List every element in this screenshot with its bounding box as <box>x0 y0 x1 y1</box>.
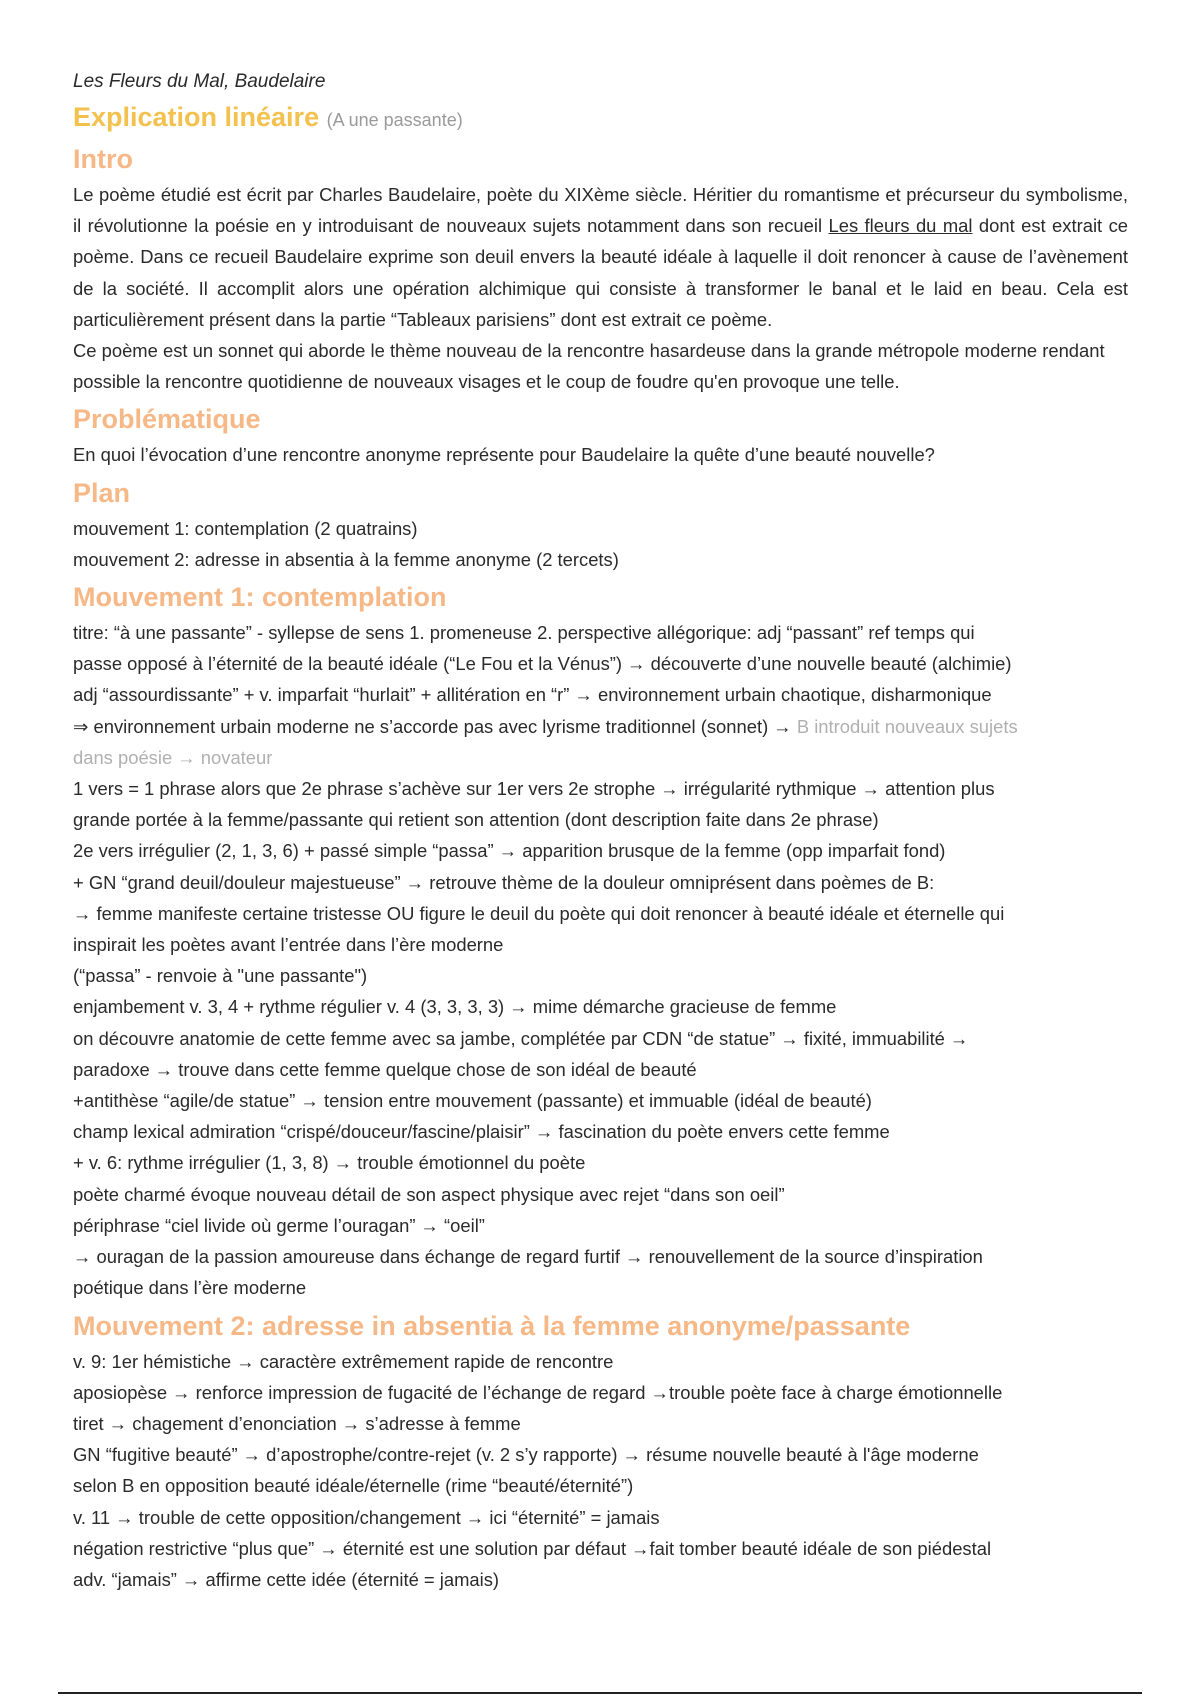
m2-line: v. 9: 1er hémistiche → caractère extrêmement rapide de rencontre <box>73 1350 614 1372</box>
m1-line: → femme manifeste certaine tristesse OU figure le deuil du poète qui doit renoncer à beauté idéale et éternelle qui <box>73 902 1005 924</box>
m2-line: adv. “jamais” → affirme cette idée (éternité = jamais) <box>73 1568 500 1590</box>
m1-line: passe opposé à l’éternité de la beauté idéale (“Le Fou et la Vénus”) → découverte d’une nouvelle beauté (alchimie) <box>73 653 1012 675</box>
m1-line: poétique dans l’ère moderne <box>73 1277 307 1299</box>
plan-item: mouvement 2: adresse in absentia à la femme anonyme (2 tercets) <box>73 548 619 570</box>
m1-line: 2e vers irrégulier (2, 1, 3, 6) + passé simple “passa” → apparition brusque de la femme (opp imparfait fond) <box>73 840 946 862</box>
m1-line: titre: “à une passante” - syllepse de sens 1. promeneuse 2. perspective allégorique: adj “passant” ref temps qui <box>73 622 975 644</box>
m1-line: 1 vers = 1 phrase alors que 2e phrase s’achève sur 1er vers 2e strophe → irrégularité rythmique → attention plus <box>73 778 995 800</box>
document-title <box>73 100 1128 137</box>
problematique-heading: Problématique <box>73 404 261 435</box>
mouvement1-heading: Mouvement 1: contemplation <box>73 582 447 613</box>
m2-line: GN “fugitive beauté” → d’apostrophe/contre-rejet (v. 2 s’y rapporte) → résume nouvelle beauté à l'âge moderne <box>73 1444 979 1466</box>
m2-line: aposiopèse → renforce impression de fugacité de l’échange de regard →trouble poète face à charge émotionnelle <box>73 1381 1003 1403</box>
m2-line: selon B en opposition beauté idéale/éternelle (rime “beauté/éternité”) <box>73 1475 634 1497</box>
plan-item: mouvement 1: contemplation (2 quatrains) <box>73 517 418 539</box>
m2-line: négation restrictive “plus que” → éternité est une solution par défaut →fait tomber beauté idéale de son piédestal <box>73 1537 992 1559</box>
intro-paragraph-2: Ce poème est un sonnet qui aborde le thème nouveau de la rencontre hasardeuse dans la grande métropole moderne rendant possible la rencontre quotidienne de nouveaux visages et le coup de foudre qu'en provoque une telle. <box>73 340 1105 393</box>
m1-line: inspirait les poètes avant l’entrée dans l’ère moderne <box>73 934 504 956</box>
document-subtitle: Les Fleurs du Mal, Baudelaire <box>73 71 326 92</box>
m1-line: → ouragan de la passion amoureuse dans échange de regard furtif → renouvellement de la source d’inspiration <box>73 1246 983 1268</box>
intro-heading: Intro <box>73 144 133 174</box>
m1-line: (“passa” - renvoie à "une passante") <box>73 965 368 987</box>
intro-text-a: Le poème étudié est écrit par Charles Baudelaire, poète du XIXème siècle. Héritier du romantisme et précurseur du symbolisme, il révolutionne la poésie en y introduisant de nouveaux sujets notamment dans son recueil <box>73 184 1128 237</box>
title-text: Explication linéaire <box>73 102 320 132</box>
m2-line: tiret → chagement d’enonciation → s’adresse à femme <box>73 1412 521 1434</box>
m1-line: paradoxe → trouve dans cette femme quelque chose de son idéal de beauté <box>73 1058 697 1080</box>
m1-line: poète charmé évoque nouveau détail de son aspect physique avec rejet “dans son oeil” <box>73 1183 785 1205</box>
m1-line: grande portée à la femme/passante qui retient son attention (dont description faite dans 2e phrase) <box>73 809 879 831</box>
m1-line: adj “assourdissante” + v. imparfait “hurlait” + allitération en “r” → environnement urbain chaotique, disharmonique <box>73 684 992 706</box>
m1-grey-note: B introduit nouveaux sujets <box>796 715 1018 737</box>
page-bottom-rule <box>58 1692 1142 1694</box>
m1-line: on découvre anatomie de cette femme avec sa jambe, complétée par CDN “de statue” → fixité, immuabilité → <box>73 1027 969 1049</box>
m1-line: champ lexical admiration “crispé/douceur/fascine/plaisir” → fascination du poète envers cette femme <box>73 1121 890 1143</box>
title-parenthetical: (A une passante) <box>326 110 463 130</box>
m1-line: enjambement v. 3, 4 + rythme régulier v. 4 (3, 3, 3, 3) → mime démarche gracieuse de femme <box>73 996 837 1018</box>
book-title-link: Les fleurs du mal <box>828 215 973 237</box>
m1-line <box>73 711 1128 742</box>
document-page <box>73 70 1128 1595</box>
mouvement2-heading: Mouvement 2: adresse in absentia à la femme anonyme/passante <box>73 1310 911 1341</box>
m1-grey-note: dans poésie → novateur <box>73 746 273 768</box>
m1-line: + GN “grand deuil/douleur majestueuse” → retrouve thème de la douleur omniprésent dans poèmes de B: <box>73 871 935 893</box>
plan-heading: Plan <box>73 477 131 508</box>
m1-line: +antithèse “agile/de statue” → tension entre mouvement (passante) et immuable (idéal de beauté) <box>73 1090 872 1112</box>
intro-text-b: dont est extrait ce poème. Dans ce recueil Baudelaire exprime son deuil envers la beauté idéale à laquelle il doit renoncer à cause de l’avènement de la société. Il accomplit alors une opération alchimique qui consiste à transformer le banal et le laid en beau. Cela est particulièrement présent dans la partie “Tableaux parisiens” dont est extrait ce poème. <box>73 215 1128 330</box>
m1-line: périphrase “ciel livide où germe l’ouragan” → “oeil” <box>73 1214 485 1236</box>
m1-line-text: ⇒ environnement urbain moderne ne s’accorde pas avec lyrisme traditionnel (sonnet) → <box>73 715 797 737</box>
m2-line: v. 11 → trouble de cette opposition/changement → ici “éternité” = jamais <box>73 1506 660 1528</box>
m1-line: + v. 6: rythme irrégulier (1, 3, 8) → trouble émotionnel du poète <box>73 1152 586 1174</box>
problematique-text: En quoi l’évocation d’une rencontre anonyme représente pour Baudelaire la quête d’une beauté nouvelle? <box>73 444 935 466</box>
intro-paragraph-1 <box>73 179 1128 335</box>
